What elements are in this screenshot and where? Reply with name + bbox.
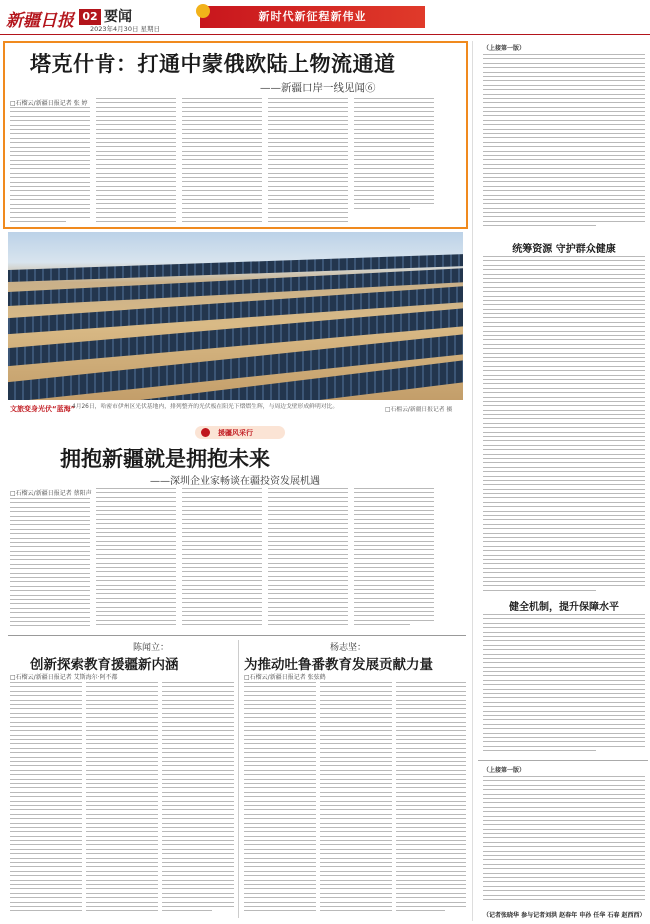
solar-farm-photo [8,232,463,400]
article-text-column [354,98,434,225]
photo-caption: 4月26日，哈密市伊州区光伏基地内，排列整齐的光伏板在阳光下熠熠生辉，与周边戈壁形成鲜明对比。 [72,404,339,410]
article-headline: 创新探索教育援疆新内涵 [30,657,179,673]
slogan-banner: 新时代新征程新伟业 [200,6,425,28]
main-byline: □石榴云/新疆日报记者 张 婷 [10,100,88,107]
column-rule [472,41,473,921]
article-text-column [10,498,90,630]
article-text-column [268,98,348,225]
page-number: 02 [79,9,101,25]
photo-caption-label: 文旅变身光伏“蓝海” [10,405,76,413]
continued-marker: （上接第一版） [483,45,526,52]
newspaper-logo: 新疆日报 [6,11,74,31]
article-text-column [483,614,645,756]
interviewee-name: 陈闻立： [133,643,170,653]
masthead [0,0,650,38]
section-emblem-icon [201,428,210,437]
article-text-column [354,488,434,630]
section-label: 援疆风采行 [218,429,253,437]
article-headline: 为推动吐鲁番教育发展贡献力量 [244,657,433,673]
article-text-column [320,682,392,918]
article-text-column [244,682,316,918]
article-text-column [162,682,234,918]
reporter-credits: （记者张晓华 参与记者刘洪 赵春年 申孙 任华 石春 赵西西） [483,912,646,919]
article-text-column [483,776,645,906]
article-text-column [10,107,90,225]
article-text-column [10,682,82,918]
main-headline: 塔克什肯：打通中蒙俄欧陆上物流通道 [30,51,396,76]
article-text-column [396,682,466,918]
section-divider [478,760,648,761]
interviewee-name: 杨志坚： [330,643,367,653]
main-subhead: ——新疆口岸一线见闻⑥ [260,82,376,94]
photo-credit: □石榴云/新疆日报记者 摄 [385,407,453,413]
article-text-column [182,488,262,630]
section-name: 要闻 [104,9,132,25]
article-byline: □石榴云/新疆日报记者 蔡阳声 [10,490,92,497]
issue-date: 2023年4月30日 星期日 [90,25,161,33]
article-text-column [483,54,645,234]
article-byline: □石榴云/新疆日报记者 艾斯海尔·阿不都 [10,674,118,681]
article-byline: □石榴云/新疆日报记者 张弦鹤 [244,674,326,681]
article-text-column [96,488,176,630]
column-rule [238,640,239,918]
masthead-rule [0,34,650,35]
section-divider [8,635,466,636]
article-text-column [86,682,158,918]
sun-emblem-icon [196,4,210,18]
article-headline: 拥抱新疆就是拥抱未来 [60,446,270,471]
article-text-column [268,488,348,630]
subsection-title: 统筹资源 守护群众健康 [512,244,616,255]
article-text-column [483,256,645,596]
article-text-column [96,98,176,225]
subsection-title: 健全机制，提升保障水平 [509,602,619,613]
article-text-column [182,98,262,225]
continued-marker: （上接第一版） [483,767,526,774]
article-subhead: ——深圳企业家畅谈在疆投资发展机遇 [150,476,320,487]
